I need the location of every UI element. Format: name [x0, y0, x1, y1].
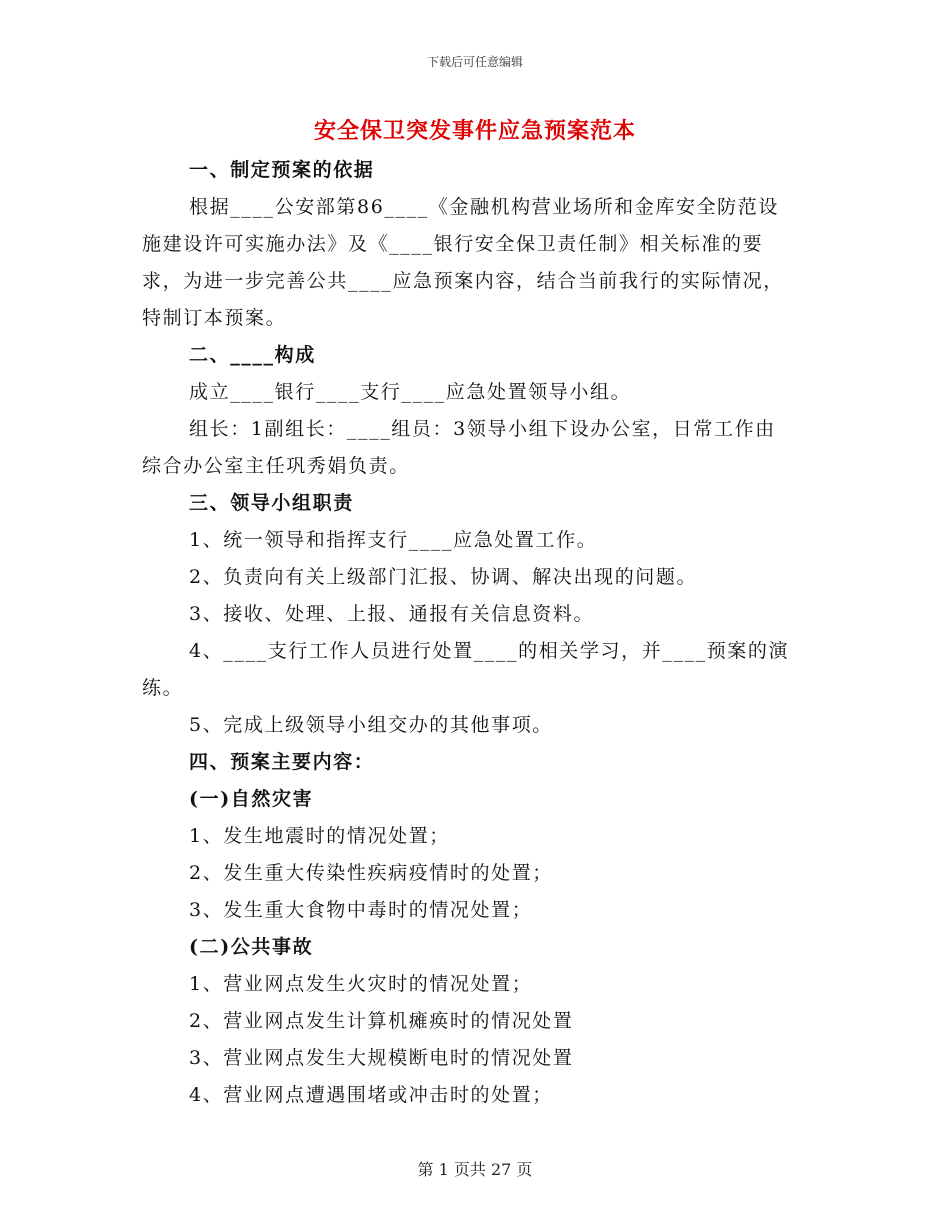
line-17: (一)自然灾害	[189, 788, 314, 810]
line-0: 一、制定预案的依据	[189, 159, 375, 181]
line-21: (二)公共事故	[189, 936, 314, 958]
line-5: 二、____构成	[189, 344, 316, 366]
line-24: 3、营业网点发生大规模断电时的情况处置	[189, 1047, 574, 1069]
line-2: 施建设许可实施办法》及《____银行安全保卫责任制》相关标准的要	[142, 233, 764, 255]
line-19: 2、发生重大传染性疾病疫情时的处置；	[189, 862, 553, 884]
page-number: 第 1 页共 27 页	[417, 1160, 533, 1179]
line-4: 特制订本预案。	[142, 307, 287, 329]
line-9: 三、领导小组职责	[189, 492, 354, 514]
line-25: 4、营业网点遭遇围堵或冲击时的处置；	[189, 1084, 553, 1106]
line-7: 组长：1副组长：____组员：3领导小组下设办公室，日常工作由	[189, 418, 776, 440]
line-15: 5、完成上级领导小组交办的其他事项。	[189, 714, 553, 736]
header-note: 下载后可任意编辑	[426, 55, 523, 69]
line-18: 1、发生地震时的情况处置；	[189, 825, 450, 847]
line-16: 四、预案主要内容：	[189, 751, 375, 773]
document-title: 安全保卫突发事件应急预案范本	[313, 118, 636, 144]
line-10: 1、统一领导和指挥支行____应急处置工作。	[189, 529, 598, 551]
line-14: 练。	[142, 677, 184, 699]
line-23: 2、营业网点发生计算机瘫痪时的情况处置	[189, 1010, 574, 1032]
line-20: 3、发生重大食物中毒时的情况处置；	[189, 899, 533, 921]
line-8: 综合办公室主任巩秀娟负责。	[142, 455, 410, 477]
line-3: 求，为进一步完善公共____应急预案内容，结合当前我行的实际情况，	[142, 270, 784, 292]
line-1: 根据____公安部第86____《金融机构营业场所和金库安全防范设	[189, 196, 779, 218]
line-11: 2、负责向有关上级部门汇报、协调、解决出现的问题。	[189, 566, 698, 588]
document-body	[142, 152, 810, 1114]
line-22: 1、营业网点发生火灾时的情况处置；	[189, 973, 533, 995]
line-13: 4、____支行工作人员进行处置____的相关学习，并____预案的演	[189, 640, 790, 662]
line-6: 成立____银行____支行____应急处置领导小组。	[189, 381, 632, 403]
line-12: 3、接收、处理、上报、通报有关信息资料。	[189, 603, 595, 625]
